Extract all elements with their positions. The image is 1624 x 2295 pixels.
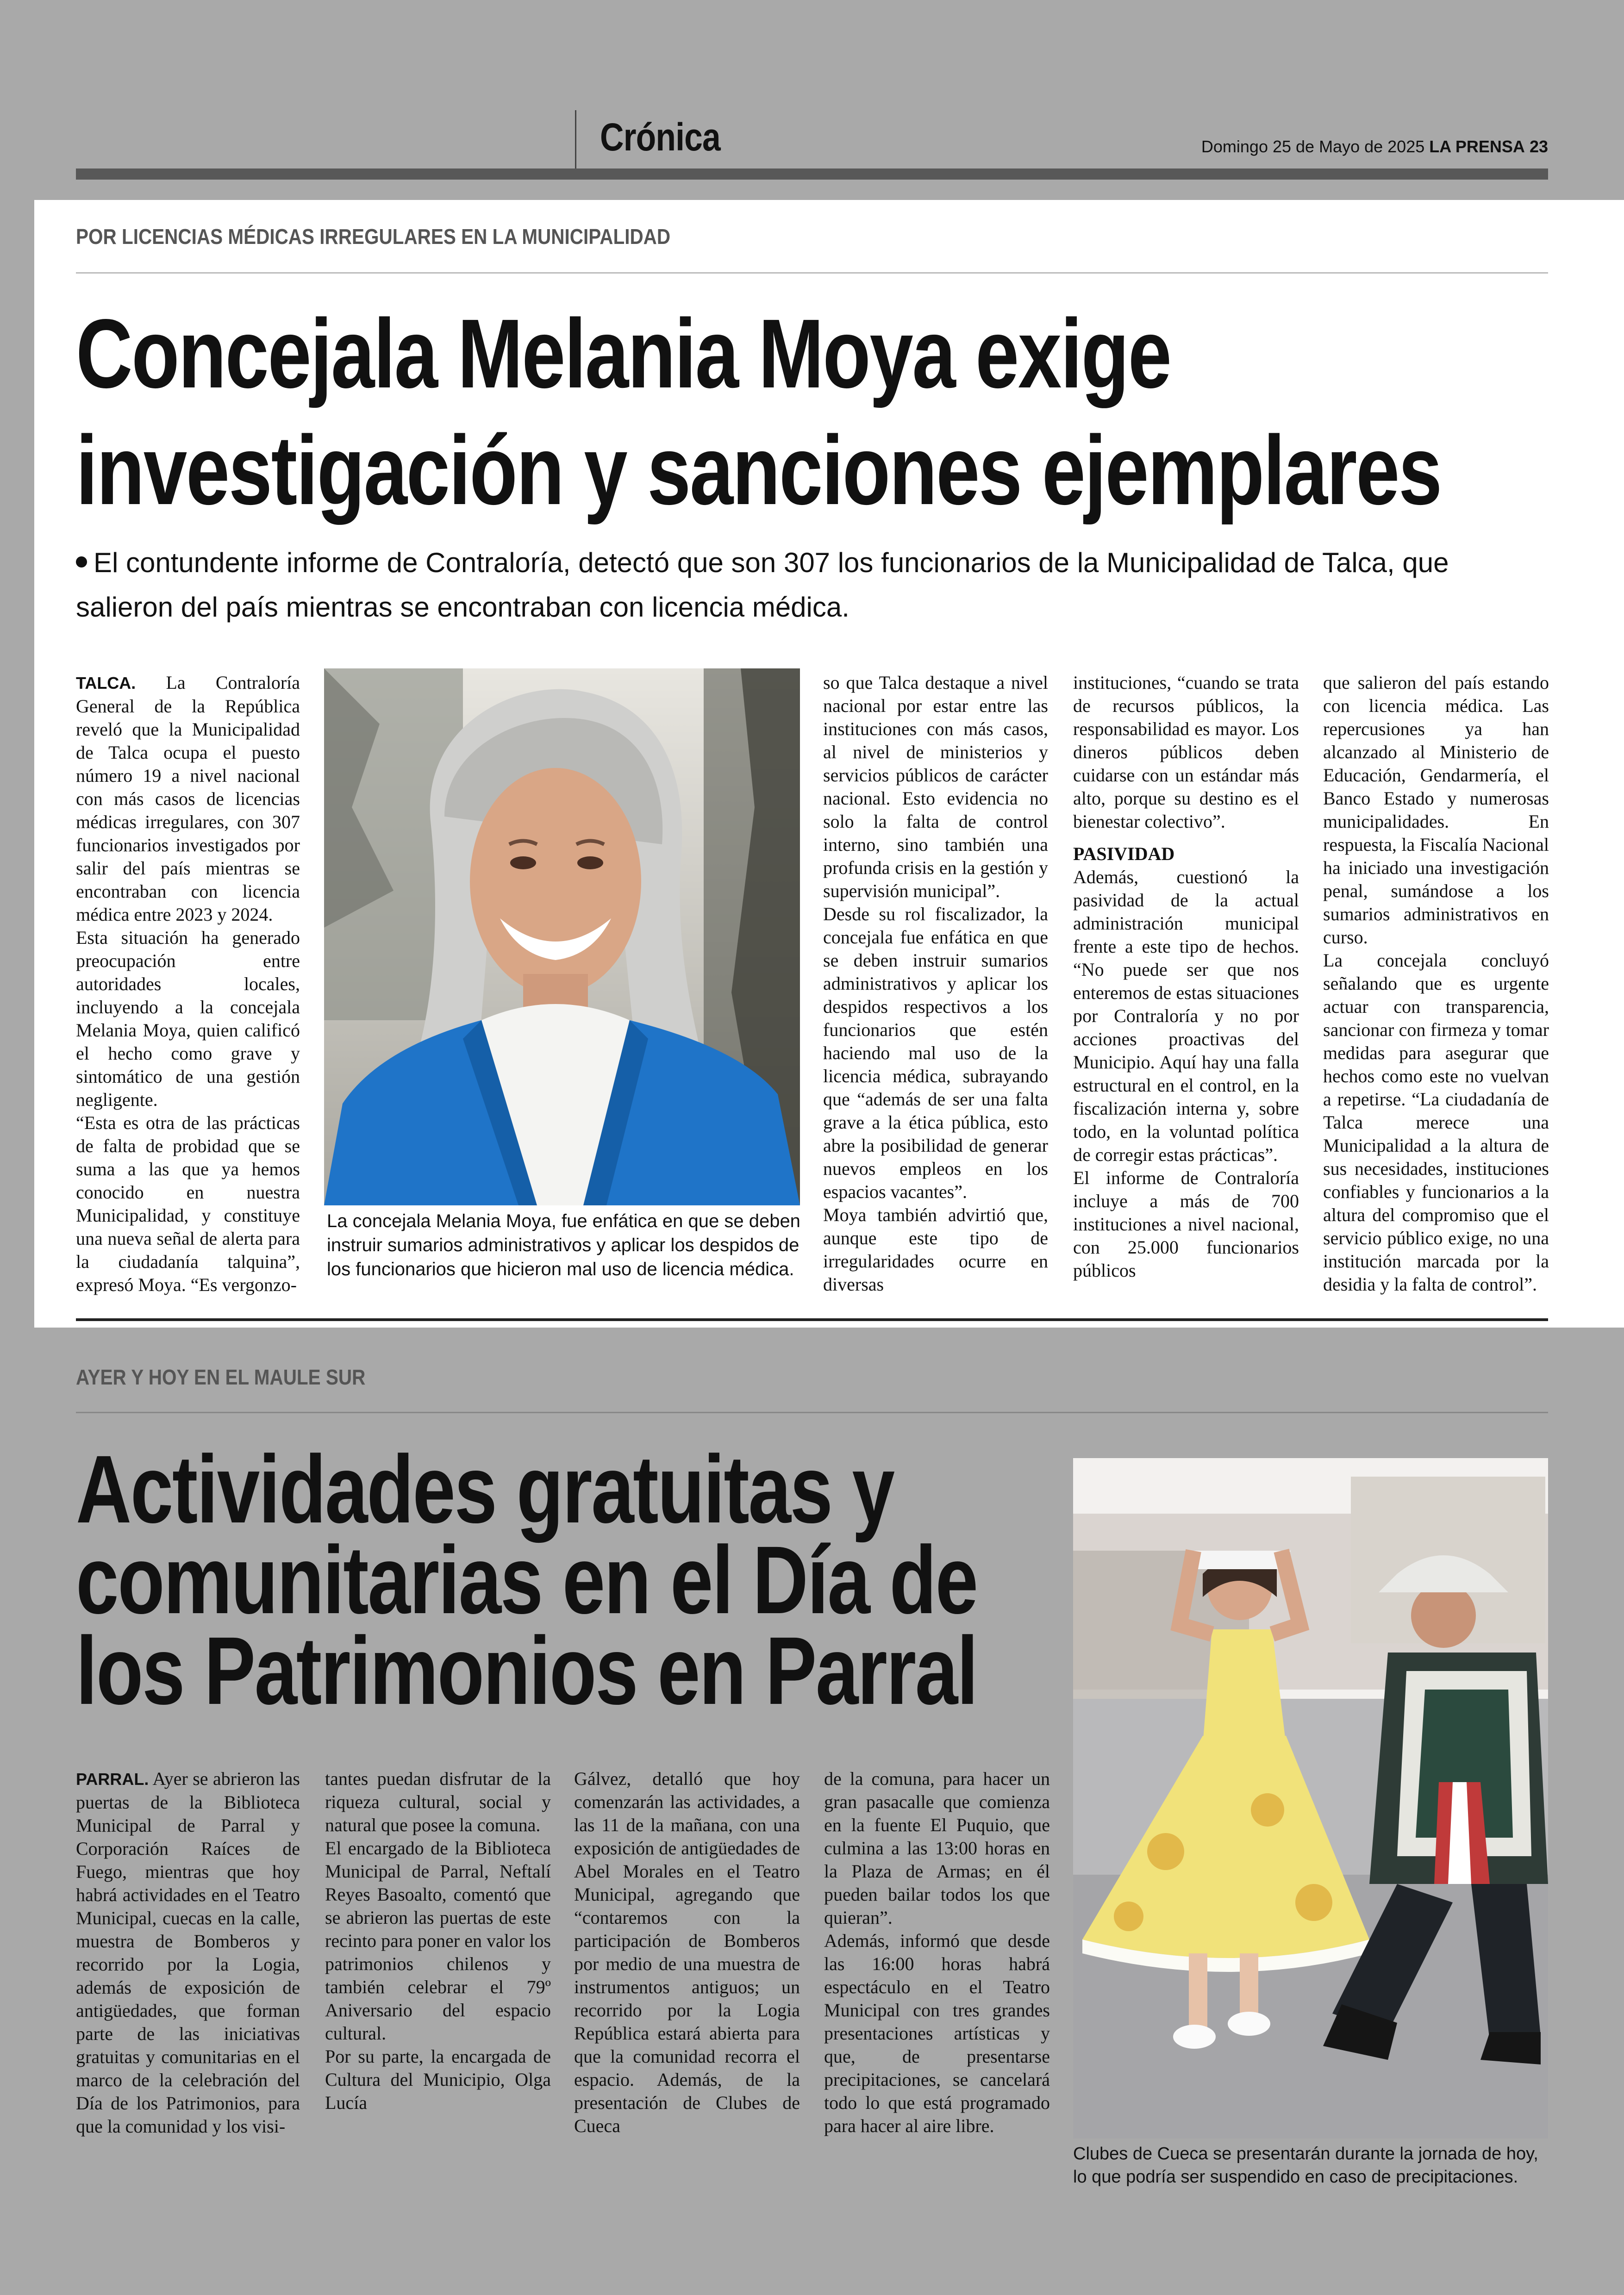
article2-column-1 (76, 1767, 300, 2138)
article2-paragraph: Gálvez, detalló que hoy comenzarán las actividades, a las 11 de la mañana, con una exposición de antigüedades de Abel Morales en el Teatro Municipal, agregando que “contaremos con la participación de Bomberos por medio de una muestra de instrumentos antiguos; un recorrido por la Logia República estará abierta para que la comunidad recorra el espacio. Además, de la presentación de Clubes de Cueca (574, 1768, 800, 2136)
article1-paragraph: so que Talca destaque a nivel nacional por estar entre las instituciones con más casos, al nivel de ministerios y servicios públicos de carácter nacional. Esto evidencia no solo la falta de control interno, sino también una profunda crisis en la gestión y supervisión municipal”. (823, 672, 1048, 901)
article2-headline-line2: comunitarias en el Día de (76, 1527, 977, 1634)
article1-column-4 (1073, 671, 1299, 1282)
header-date: Domingo 25 de Mayo de 2025 (1201, 137, 1425, 156)
article1-dateline: TALCA. (76, 674, 136, 692)
article1-column-3 (823, 671, 1048, 1296)
article1-paragraph: La Contraloría General de la República reveló que la Municipalidad de Talca ocupa el puesto número 19 a nivel nacional con más casos de licencias médicas irregulares, con 307 funcionarios investigados por salir del país mientras se encontraban con licencia médica entre 2023 y 2024. (76, 672, 300, 925)
article1-paragraph: que salieron del país estando con licencia médica. Las repercusiones ya han alcanzado al Ministerio de Educación, Gendarmería, el Banco Estado y numerosas municipalidades. En respuesta, la Fiscalía Nacional ha iniciado una investigación penal, sumándose a los sumarios administrativos en curso. (1323, 672, 1549, 948)
article1-deck (76, 541, 1548, 630)
article1-column-1 (76, 671, 300, 1297)
header-date-line (1201, 137, 1548, 156)
article2-headline-line1: Actividades gratuitas y (76, 1436, 894, 1543)
article1-subhead: PASIVIDAD (1073, 843, 1175, 864)
article1-paragraph: La concejala concluyó señalando que es urgente actuar con transparencia, sancionar con firmeza y tomar medidas para asegurar que hechos como este no vuelvan a repetirse. “La ciudadanía de Talca merece una Municipalidad a la altura de sus necesidades, instituciones confiables y funcionarios a la altura del compromiso que el servicio público exige, no una institución marcada por la desidia y la falta de control”. (1323, 950, 1549, 1295)
article1-column-5 (1323, 671, 1549, 1296)
article2-photo-caption: Clubes de Cueca se presentarán durante la jornada de hoy, lo que podría ser suspendido en caso de precipitaciones. (1073, 2144, 1538, 2187)
article1-headline-line1: Concejala Melania Moya exige (76, 299, 1171, 408)
article1-paragraph: Además, cuestionó la pasividad de la actual administración municipal frente a este tipo de hechos. “No puede ser que nos enteremos de estas situaciones por Contraloría y no por acciones proactivas del Municipio. Aquí hay una falla estructural en el control, en la fiscalización interna y, sobre todo, en la voluntad política de corregir estas prácticas”. (1073, 867, 1299, 1165)
article1-paragraph: Moya también advirtió que, aunque este tipo de irregularidades ocurre en diversas (823, 1204, 1048, 1295)
article1-paragraph: Esta situación ha generado preocupación entre autoridades locales, incluyendo a la concejala Melania Moya, quien calificó el hecho como grave y sintomático de una gestión negligente. (76, 927, 300, 1110)
article1-kicker-rule (76, 272, 1548, 274)
header-bar (76, 168, 1548, 180)
header-divider (575, 110, 576, 170)
article2-photo (1073, 1458, 1548, 2139)
article2-dateline: PARRAL. (76, 1770, 149, 1789)
article2-kicker-rule (76, 1412, 1548, 1413)
article2-headline-line3: los Patrimonios en Parral (76, 1617, 977, 1725)
article1-paragraph: “Esta es otra de las prácticas de falta de probidad que se suma a las que ya hemos conocido en nuestra Municipalidad, y constituye una nueva señal de alerta para la ciudadanía talquina”, expresó Moya. “Es vergonzo- (76, 1112, 300, 1295)
article1-photo-caption: La concejala Melania Moya, fue enfática en que se deben instruir sumarios administrativos y aplicar los despidos de los funcionarios que hicieron mal uso de licencia médica. (327, 1211, 800, 1279)
article2-paragraph: El encargado de la Biblioteca Municipal de Parral, Neftalí Reyes Basoalto, comentó que se abrieron las puertas de este recinto para poner en valor los patrimonios chilenos y también celebrar el 79º Aniversario del espacio cultural. (325, 1838, 551, 2044)
article2-paragraph: Además, informó que desde las 16:00 horas habrá espectáculo en el Teatro Municipal con tres grandes presentaciones artísticas y que, de presentarse precipitaciones, se cancelará todo lo que está programado para hacer al aire libre. (824, 1930, 1050, 2136)
article1-paragraph: instituciones, “cuando se trata de recursos públicos, la responsabilidad es mayor. Los dineros públicos deben cuidarse con un estándar más alto, porque su destino es el bienestar colectivo”. (1073, 672, 1299, 832)
page-number: 23 (1529, 137, 1548, 156)
article2-paragraph: de la comuna, para hacer un gran pasacalle que comienza en la fuente El Puquio, que culmina a las 13:00 horas en la Plaza de Armas; en él pueden bailar todos los que quieran”. (824, 1768, 1050, 1928)
photo-cueca-dancers (1073, 1458, 1548, 2139)
article1-kicker: POR LICENCIAS MÉDICAS IRREGULARES EN LA MUNICIPALIDAD (76, 225, 671, 249)
paper-name: LA PRENSA (1429, 137, 1525, 156)
article1-headline-line2: investigación y sanciones ejemplares (76, 415, 1441, 525)
article1-photo (324, 668, 800, 1205)
article2-kicker: AYER Y HOY EN EL MAULE SUR (76, 1365, 366, 1389)
article1-paragraph: Desde su rol fiscalizador, la concejala fue enfática en que se deben instruir sumarios administrativos y aplicar los despidos respectivos a los funcionarios que estén haciendo mal uso de la licencia médica, subrayando que “además de ser una falta grave a la ética pública, esto abre la posibilidad de generar nuevos empleos en los espacios vacantes”. (823, 904, 1048, 1202)
article-separator (76, 1318, 1548, 1321)
article1-paragraph: El informe de Contraloría incluye a más de 700 instituciones a nivel nacional, con 25.000 funcionarios públicos (1073, 1167, 1299, 1281)
bullet-icon (76, 556, 87, 568)
photo-melania-moya (324, 668, 800, 1205)
article2-column-2 (325, 1767, 551, 2114)
article2-paragraph: Ayer se abrieron las puertas de la Biblioteca Municipal de Parral y Corporación Raíces de Fuego, mientras que hoy habrá actividades en el Teatro Municipal, cuecas en la calle, muestra de Bomberos y recorrido por la Logia, además de exposición de antigüedades, que forman parte de las iniciativas gratuitas y comunitarias en el marco de la celebración del Día de los Patrimonios, para que la comunidad y los visi- (76, 1768, 300, 2137)
article1-deck-text: El contundente informe de Contraloría, detectó que son 307 los funcionarios de la Municipalidad de Talca, que salieron del país mientras se encontraban con licencia médica. (76, 547, 1449, 623)
article2-paragraph: tantes puedan disfrutar de la riqueza cultural, social y natural que posee la comuna. (325, 1768, 551, 1835)
article2-column-3 (574, 1767, 800, 2138)
section-name: Crónica (600, 115, 720, 159)
article2-column-4 (824, 1767, 1050, 2138)
article2-paragraph: Por su parte, la encargada de Cultura del Municipio, Olga Lucía (325, 2046, 551, 2113)
